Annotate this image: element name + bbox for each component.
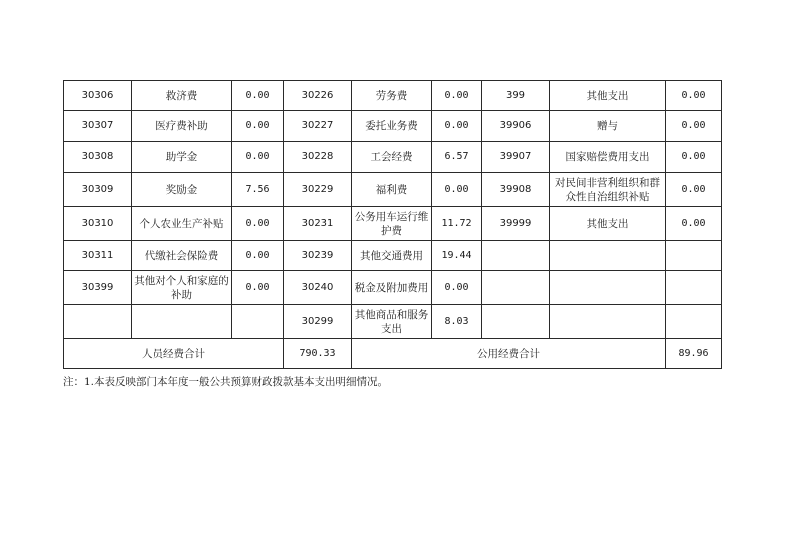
code-cell xyxy=(482,305,550,339)
expenditure-detail-table xyxy=(63,80,722,369)
amount-cell: 0.00 xyxy=(232,111,284,142)
amount-cell: 6.57 xyxy=(432,142,482,173)
table-row xyxy=(64,111,722,142)
item-name-cell: 福利费 xyxy=(352,173,432,207)
amount-cell: 0.00 xyxy=(432,111,482,142)
table-row xyxy=(64,81,722,111)
item-name-cell: 赠与 xyxy=(550,111,666,142)
item-name-cell xyxy=(132,305,232,339)
item-name-cell: 工会经费 xyxy=(352,142,432,173)
code-cell xyxy=(482,271,550,305)
code-cell: 30227 xyxy=(284,111,352,142)
amount-cell: 0.00 xyxy=(232,241,284,271)
item-name-cell: 国家赔偿费用支出 xyxy=(550,142,666,173)
item-name-cell: 对民间非营利组织和群众性自治组织补贴 xyxy=(550,173,666,207)
amount-cell: 0.00 xyxy=(666,111,722,142)
code-cell: 30309 xyxy=(64,173,132,207)
item-name-cell: 奖励金 xyxy=(132,173,232,207)
item-name-cell: 其他支出 xyxy=(550,207,666,241)
code-cell: 30306 xyxy=(64,81,132,111)
code-cell: 30299 xyxy=(284,305,352,339)
table-row xyxy=(64,271,722,305)
code-cell: 39906 xyxy=(482,111,550,142)
item-name-cell xyxy=(550,271,666,305)
amount-cell: 0.00 xyxy=(432,271,482,305)
amount-cell xyxy=(666,271,722,305)
item-name-cell: 其他对个人和家庭的补助 xyxy=(132,271,232,305)
amount-cell: 0.00 xyxy=(432,173,482,207)
code-cell xyxy=(482,241,550,271)
amount-cell xyxy=(232,305,284,339)
code-cell: 39999 xyxy=(482,207,550,241)
item-name-cell xyxy=(550,305,666,339)
amount-cell: 19.44 xyxy=(432,241,482,271)
code-cell: 30229 xyxy=(284,173,352,207)
amount-cell: 0.00 xyxy=(232,142,284,173)
code-cell: 30240 xyxy=(284,271,352,305)
table-row xyxy=(64,142,722,173)
amount-cell: 0.00 xyxy=(666,81,722,111)
item-name-cell xyxy=(550,241,666,271)
item-name-cell: 个人农业生产补贴 xyxy=(132,207,232,241)
code-cell xyxy=(64,305,132,339)
amount-cell: 0.00 xyxy=(432,81,482,111)
amount-cell: 11.72 xyxy=(432,207,482,241)
code-cell: 30231 xyxy=(284,207,352,241)
amount-cell: 8.03 xyxy=(432,305,482,339)
table-row xyxy=(64,305,722,339)
amount-cell xyxy=(666,305,722,339)
table-footnote: 注：1.本表反映部门本年度一般公共预算财政拨款基本支出明细情况。 xyxy=(63,376,389,388)
amount-cell: 0.00 xyxy=(666,173,722,207)
code-cell: 39907 xyxy=(482,142,550,173)
item-name-cell: 税金及附加费用 xyxy=(352,271,432,305)
amount-cell: 0.00 xyxy=(666,207,722,241)
item-name-cell: 医疗费补助 xyxy=(132,111,232,142)
code-cell: 30239 xyxy=(284,241,352,271)
amount-cell: 7.56 xyxy=(232,173,284,207)
item-name-cell: 代缴社会保险费 xyxy=(132,241,232,271)
code-cell: 39908 xyxy=(482,173,550,207)
amount-cell: 0.00 xyxy=(232,81,284,111)
personnel-total-value: 790.33 xyxy=(284,339,352,369)
item-name-cell: 委托业务费 xyxy=(352,111,432,142)
table-row xyxy=(64,241,722,271)
item-name-cell: 劳务费 xyxy=(352,81,432,111)
amount-cell: 0.00 xyxy=(232,271,284,305)
public-total-value: 89.96 xyxy=(666,339,722,369)
item-name-cell: 公务用车运行维护费 xyxy=(352,207,432,241)
table-row xyxy=(64,173,722,207)
item-name-cell: 其他商品和服务支出 xyxy=(352,305,432,339)
amount-cell: 0.00 xyxy=(232,207,284,241)
code-cell: 399 xyxy=(482,81,550,111)
public-total-label: 公用经费合计 xyxy=(352,339,666,369)
code-cell: 30307 xyxy=(64,111,132,142)
code-cell: 30228 xyxy=(284,142,352,173)
code-cell: 30226 xyxy=(284,81,352,111)
totals-row xyxy=(64,339,722,369)
code-cell: 30311 xyxy=(64,241,132,271)
item-name-cell: 其他支出 xyxy=(550,81,666,111)
code-cell: 30310 xyxy=(64,207,132,241)
item-name-cell: 助学金 xyxy=(132,142,232,173)
item-name-cell: 救济费 xyxy=(132,81,232,111)
table-row xyxy=(64,207,722,241)
item-name-cell: 其他交通费用 xyxy=(352,241,432,271)
code-cell: 30308 xyxy=(64,142,132,173)
personnel-total-label: 人员经费合计 xyxy=(64,339,284,369)
amount-cell: 0.00 xyxy=(666,142,722,173)
amount-cell xyxy=(666,241,722,271)
expenditure-table-wrapper xyxy=(63,80,722,369)
code-cell: 30399 xyxy=(64,271,132,305)
